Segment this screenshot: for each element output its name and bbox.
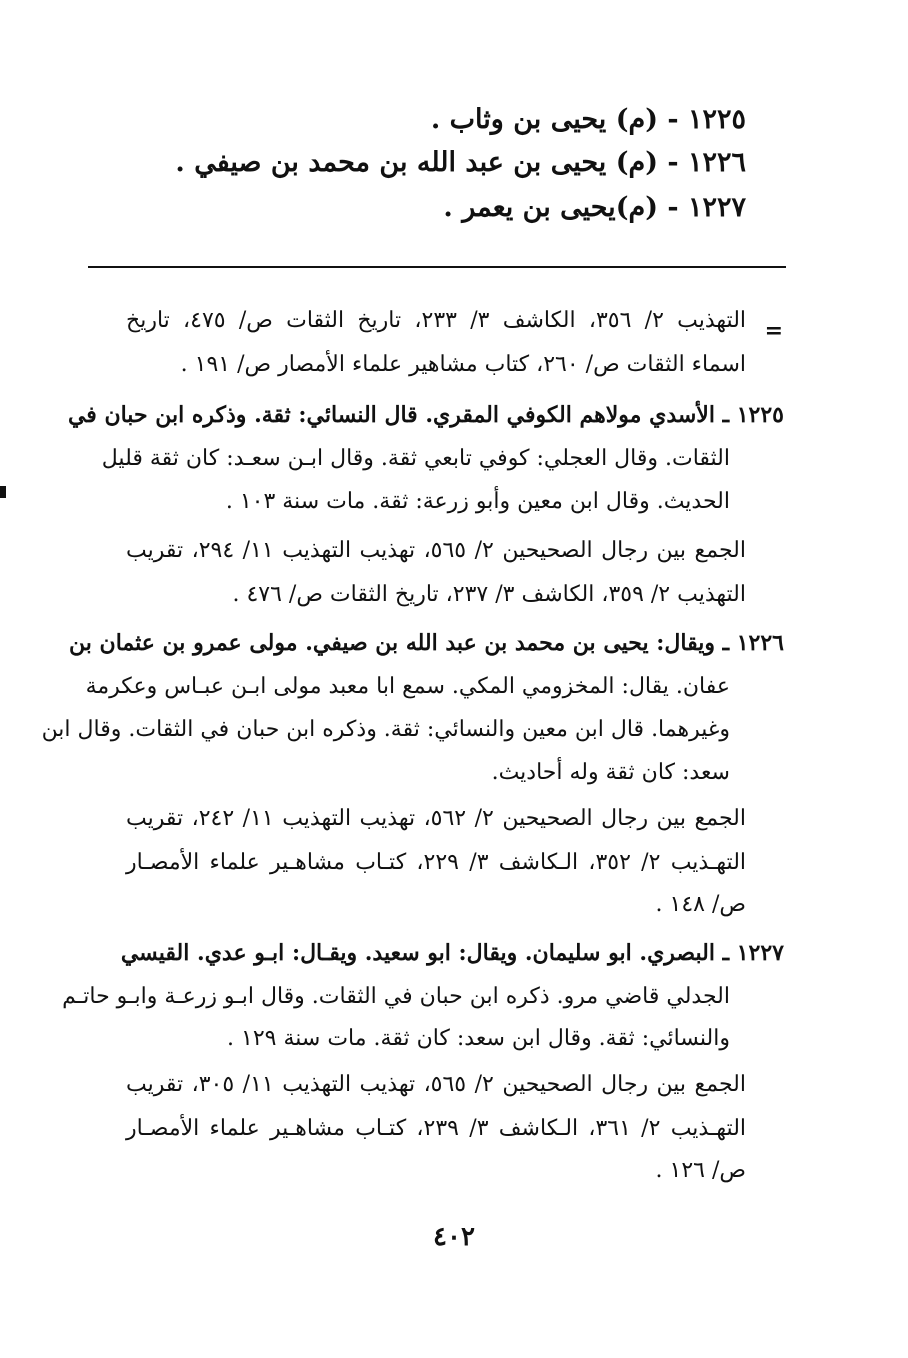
margin-mark bbox=[0, 486, 6, 498]
heading-1225: ١٢٢٥ - (م) يحيى بن وثاب . bbox=[430, 104, 746, 135]
footnote-1227-refs-line-1: الجمع بين رجال الصحيحين ٢/ ٥٦٥، تهذيب التهذيب ١١/ ٣٠٥، تقريب bbox=[126, 1072, 746, 1097]
footnote-1226-line-2: عفان. يقال: المخزومي المكي. سمع ابا معبد مولى ابـن عبـاس وعكرمة bbox=[85, 674, 730, 699]
footnote-1226-line-4: سعد: كان ثقة وله أحاديث. bbox=[491, 760, 730, 785]
footnote-intro-line-1: التهذيب ٢/ ٣٥٦، الكاشف ٣/ ٢٣٣، تاريخ الثقات ص/ ٤٧٥، تاريخ bbox=[126, 308, 747, 333]
footnote-marker: = bbox=[764, 318, 783, 344]
footnote-1225-refs-line-2: التهذيب ٢/ ٣٥٩، الكاشف ٣/ ٢٣٧، تاريخ الثقات ص/ ٤٧٦ . bbox=[232, 582, 746, 607]
heading-1226: ١٢٢٦ - (م) يحيى بن عبد الله بن محمد بن صيفي . bbox=[175, 147, 746, 178]
heading-1227: ١٢٢٧ - (م)يحيى بن يعمر . bbox=[443, 192, 746, 223]
footnote-intro-line-2: اسماء الثقات ص/ ٢٦٠، كتاب مشاهير علماء الأمصار ص/ ١٩١ . bbox=[180, 352, 746, 377]
footnote-1227-line-1: ١٢٢٧ ـ البصري. ابو سليمان. ويقال: ابو سعيد. ويقـال: ابـو عدي. القيسي bbox=[120, 940, 784, 966]
footnote-1226-line-3: وغيرهما. قال ابن معين والنسائي: ثقة. وذكره ابن حبان في الثقات. وقال ابن bbox=[41, 717, 730, 742]
footnote-1226-line-1: ١٢٢٦ ـ ويقال: يحيى بن محمد بن عبد الله بن صيفي. مولى عمرو بن عثمان بن bbox=[69, 630, 784, 656]
footnote-1227-line-2: الجدلي قاضي مرو. ذكره ابن حبان في الثقات. وقال ابـو زرعـة وابـو حاتـم bbox=[62, 984, 730, 1009]
page-number: ٤٠٢ bbox=[433, 1222, 475, 1252]
footnote-1225-line-3: الحديث. وقال ابن معين وأبو زرعة: ثقة. مات سنة ١٠٣ . bbox=[225, 489, 730, 514]
footnote-1227-refs-line-2: التهـذيب ٢/ ٣٦١، الـكاشف ٣/ ٢٣٩، كتـاب مشاهـير علماء الأمصـار bbox=[126, 1116, 747, 1141]
footnote-1226-refs-line-1: الجمع بين رجال الصحيحين ٢/ ٥٦٢، تهذيب التهذيب ١١/ ٢٤٢، تقريب bbox=[126, 806, 746, 831]
footnote-1227-refs-line-3: ص/ ١٢٦ . bbox=[655, 1158, 746, 1183]
footnote-1225-refs-line-1: الجمع بين رجال الصحيحين ٢/ ٥٦٥، تهذيب التهذيب ١١/ ٢٩٤، تقريب bbox=[126, 538, 746, 563]
footnote-1227-line-3: والنسائي: ثقة. وقال ابن سعد: كان ثقة. مات سنة ١٢٩ . bbox=[227, 1026, 730, 1051]
footnote-1226-refs-line-3: ص/ ١٤٨ . bbox=[655, 892, 746, 917]
footnote-1226-refs-line-2: التهـذيب ٢/ ٣٥٢، الـكاشف ٣/ ٢٢٩، كتـاب مشاهـير علماء الأمصـار bbox=[126, 850, 747, 875]
footnote-1225-line-2: الثقات. وقال العجلي: كوفي تابعي ثقة. وقال ابـن سعـد: كان ثقة قليل bbox=[101, 446, 730, 471]
footnote-1225-line-1: ١٢٢٥ ـ الأسدي مولاهم الكوفي المقري. قال النسائي: ثقة. وذكره ابن حبان في bbox=[67, 402, 784, 428]
footnote-divider bbox=[88, 266, 786, 268]
